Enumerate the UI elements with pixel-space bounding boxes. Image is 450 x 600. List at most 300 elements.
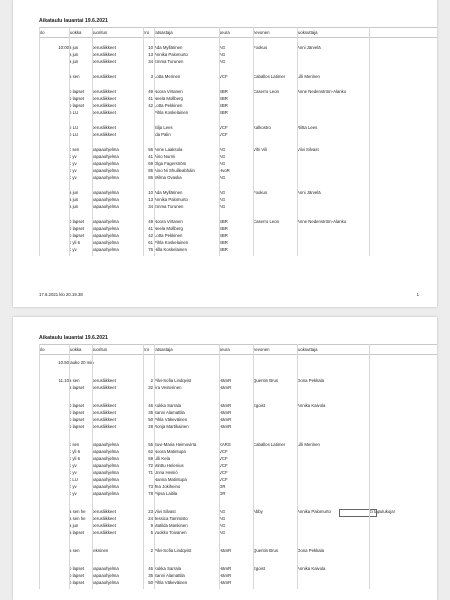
header-klo: klo xyxy=(39,347,45,352)
cell-hevonen: Fookus xyxy=(253,190,268,195)
header-ratsastaja: ratsastaja xyxy=(154,30,173,35)
cell-luokka: b lapset xyxy=(69,89,85,94)
cell-luokka: c yv xyxy=(69,154,77,159)
cell-juoksuttaja: Riitta Lees xyxy=(297,125,318,130)
cell-seura: HvoR xyxy=(219,168,230,173)
cell-luokka: c LU xyxy=(69,477,78,482)
cell-nro: 34 xyxy=(148,59,153,64)
cell-seura: HämR xyxy=(219,424,232,429)
cell-nro: 5 xyxy=(150,530,153,535)
table-row xyxy=(39,377,437,384)
cell-hevonen: Caserro Leon xyxy=(253,219,280,224)
table-header xyxy=(39,344,437,355)
page-title: Aikataulu lauantai 19.6.2021 xyxy=(39,18,108,24)
grid-line xyxy=(39,344,40,589)
print-timestamp: 17.6.2021 klo 20.19.38 xyxy=(39,292,83,297)
cell-ratsastaja: Lotta Pekkinen xyxy=(154,103,183,108)
cell-luokka: c sen xyxy=(69,147,80,152)
cell-nro: 34 xyxy=(148,204,153,209)
table-row xyxy=(39,423,437,430)
cell-luokka: a jun xyxy=(69,197,79,202)
cell-seura: AG xyxy=(219,147,226,152)
cell-hevonen: Caserro Leon xyxy=(253,89,280,94)
cell-suoritus: perusliikkeet xyxy=(92,424,116,429)
cell-luokka: b lapset xyxy=(69,573,85,578)
cell-ratsastaja: Pilvi-Sofia Lindqvist xyxy=(154,548,192,553)
cell-suoritus: vapaaohjelma xyxy=(92,566,119,571)
cell-ratsastaja: Pihla Väkeväinen xyxy=(154,580,188,585)
cell-nro: 50 xyxy=(148,417,153,422)
cell-seura: HämR xyxy=(219,385,232,390)
cell-suoritus: vapaaohjelma xyxy=(92,161,119,166)
grid-line xyxy=(253,27,254,256)
cell-ratsastaja: Ida Palin xyxy=(154,132,171,137)
cell-seura: SBR xyxy=(219,89,228,94)
cell-luokka: c yv xyxy=(69,175,77,180)
cell-luokka: b lapset xyxy=(69,403,85,408)
table-row xyxy=(39,565,437,572)
cell-suoritus: vapaaohjelma xyxy=(92,240,119,245)
cell-seura: SBR xyxy=(219,233,228,238)
cell-luokka: c yv xyxy=(69,168,77,173)
cell-luokka: c yv xyxy=(69,491,77,496)
cell-juoksuttaja: Annika Kaivola xyxy=(297,566,326,571)
cell-seura: AG xyxy=(219,523,226,528)
table-row xyxy=(39,124,437,131)
cell-suoritus: vapaaohjelma xyxy=(92,573,119,578)
cell-hevonen: Caballos Latimer xyxy=(253,74,286,79)
cell-suoritus: perusliikkeet xyxy=(92,59,116,64)
cell-nro: 41 xyxy=(148,154,153,159)
grid-line xyxy=(297,27,298,256)
cell-seura: VCF xyxy=(219,132,228,137)
cell-ratsastaja: Pihla Koskelainen xyxy=(154,240,189,245)
cell-luokka: a jun xyxy=(69,52,79,57)
table-row xyxy=(39,529,437,536)
cell-ratsastaja: Silja Lees xyxy=(154,125,173,130)
cell-nro: 23 xyxy=(148,509,153,514)
cell-luokka: a sen he xyxy=(69,516,86,521)
cell-seura: VCF xyxy=(219,463,228,468)
cell-luokka: a jun xyxy=(69,523,79,528)
cell-seura: SBR xyxy=(219,226,228,231)
cell-juoksuttaja: Anne Nedenström-Alanko xyxy=(297,219,347,224)
cell-ratsastaja: Sanni Alamattila xyxy=(154,573,185,578)
schedule-page-2 xyxy=(13,317,437,600)
cell-ratsastaja: Emma Turunen xyxy=(154,59,184,64)
cell-luokka: b LU xyxy=(69,132,79,137)
table-row xyxy=(39,416,437,423)
table-row xyxy=(39,225,437,232)
cell-luokka: a jun xyxy=(69,204,79,209)
header-nro: nro xyxy=(143,30,150,35)
cell-suoritus: perusliikkeet xyxy=(92,110,116,115)
grid-line xyxy=(369,344,370,589)
table-row xyxy=(39,58,437,65)
cell-suoritus: perusliikkeet xyxy=(92,378,116,383)
cell-nro: 10 xyxy=(148,190,153,195)
cell-luokka: b lapset xyxy=(69,103,85,108)
cell-ratsastaja: Ada Myllärinen xyxy=(154,45,183,50)
cell-suoritus: perusliikkeet xyxy=(92,45,116,50)
cell-seura: SBR xyxy=(219,96,228,101)
cell-hevonen: Abby xyxy=(253,509,263,514)
cell-juoksuttaja: Annika Kaivola xyxy=(297,403,326,408)
cell-nro: 35 xyxy=(148,573,153,578)
header-seura: seura xyxy=(219,30,230,35)
cell-klo: 10:00 xyxy=(58,45,69,50)
cell-seura: HämR xyxy=(219,566,232,571)
cell-klo: 11.10 xyxy=(58,378,69,383)
cell-suoritus: perusliikkeet xyxy=(92,125,116,130)
table-row xyxy=(39,483,437,490)
table-row xyxy=(39,448,437,455)
cell-seura: AG xyxy=(219,45,226,50)
cell-nro: 13 xyxy=(148,197,153,202)
cell-ratsastaja: Vuokko Toivanen xyxy=(154,530,187,535)
cell-seura: SBR xyxy=(219,240,228,245)
cell-seura: SBR xyxy=(219,219,228,224)
cell-luokka: c yv xyxy=(69,161,77,166)
table-row xyxy=(39,203,437,210)
header-suoritus: suoritus xyxy=(92,347,108,352)
cell-seura: VCF xyxy=(219,456,228,461)
cell-suoritus: perusliikkeet xyxy=(92,74,116,79)
cell-suoritus: perusliikkeet xyxy=(92,523,116,528)
cell-juoksuttaja: Anne Nedenström-Alanko xyxy=(297,89,347,94)
table-row xyxy=(39,522,437,529)
table-row xyxy=(39,196,437,203)
table-row xyxy=(39,189,437,196)
table-row xyxy=(39,160,437,167)
grid-line xyxy=(219,344,220,589)
cell-seura: AG xyxy=(219,204,226,209)
cell-hevonen: Egoist xyxy=(253,403,265,408)
cell-ratsastaja: Pilvi-Sofia Lindqvist xyxy=(154,378,192,383)
cell-nro: 59 xyxy=(148,456,153,461)
cell-seura: HämR xyxy=(219,410,232,415)
cell-luokka: b lapset xyxy=(69,233,85,238)
cell-hevonen: Quentin Brus xyxy=(253,378,279,383)
cell-suoritus: vapaaohjelma xyxy=(92,175,119,180)
cell-luokka: c yli 6 xyxy=(69,449,80,454)
cell-seura: AG xyxy=(219,509,226,514)
cell-luokka: a sen xyxy=(69,548,80,553)
cell-klo: 10.50 xyxy=(58,360,69,365)
header-hevonen: hevonen xyxy=(253,347,270,352)
cell-nro: 46 xyxy=(148,566,153,571)
cell-luokka: a jun xyxy=(69,59,79,64)
table-row xyxy=(39,232,437,239)
cell-suoritus: perusliikkeet xyxy=(92,509,116,514)
cell-ratsastaja: Minttu Helenius xyxy=(154,463,184,468)
cell-hevonen: Kalkostro xyxy=(253,125,271,130)
cell-suoritus: perusliikkeet xyxy=(92,410,116,415)
table-header xyxy=(39,27,437,38)
cell-hevonen: Fookus xyxy=(253,45,268,50)
cell-luokka: a lapset xyxy=(69,530,85,535)
header-hevonen: hevonen xyxy=(253,30,270,35)
cell-luokka: c yv xyxy=(69,463,77,468)
cell-nro: 73 xyxy=(148,484,153,489)
cell-seura: AG xyxy=(219,154,226,159)
cell-nro: 42 xyxy=(148,103,153,108)
table-row xyxy=(39,409,437,416)
cell-nro: 76 xyxy=(148,247,153,252)
header-juoksuttaja: juoksuttaja xyxy=(297,30,318,35)
cell-nro: 13 xyxy=(148,52,153,57)
table-row xyxy=(39,469,437,476)
cell-suoritus: vapaaohjelma xyxy=(92,456,119,461)
cell-seura: HämR xyxy=(219,573,232,578)
grid-line xyxy=(69,27,70,256)
cell-suoritus: vapaaohjelma xyxy=(92,233,119,238)
cell-suoritus: vapaaohjelma xyxy=(92,226,119,231)
cell-suoritus: vapaaohjelma xyxy=(92,477,119,482)
header-luokka: luokka xyxy=(69,30,82,35)
cell-seura: VCF xyxy=(219,74,228,79)
cell-suoritus: perusliikkeet xyxy=(92,403,116,408)
cell-juoksuttaja: Annika Palomurto xyxy=(297,509,331,514)
cell-luokka: a sen he xyxy=(69,509,86,514)
cell-juoksuttaja: Oona Pekkala xyxy=(297,548,324,553)
cell-ratsastaja: Pihla Väkeväinen xyxy=(154,417,188,422)
cell-nro: 49 xyxy=(148,89,153,94)
table-row xyxy=(39,490,437,497)
table-row xyxy=(39,462,437,469)
cell-nro: 86 xyxy=(148,175,153,180)
cell-juoksuttaja: Lilli Merinen xyxy=(297,74,320,79)
grid-line xyxy=(369,27,370,256)
cell-suoritus: vapaaohjelma xyxy=(92,470,119,475)
cell-seura: SBR xyxy=(219,247,228,252)
cell-nro: 35 xyxy=(148,410,153,415)
table-row xyxy=(39,153,437,160)
header-suoritus: suoritus xyxy=(92,30,108,35)
cell-seura: KARS xyxy=(219,442,231,447)
table-row xyxy=(39,579,437,586)
cell-ratsastaja: Kukka Sarrala xyxy=(154,566,181,571)
cell-seura: AG xyxy=(219,52,226,57)
cell-ratsastaja: Lilli Kela xyxy=(154,456,171,461)
grid-line xyxy=(69,344,70,589)
cell-ratsastaja: Olga Fagerström xyxy=(154,161,187,166)
cell-ratsastaja: Viivi Silvast xyxy=(154,509,176,514)
cell-nro: 41 xyxy=(148,96,153,101)
cell-seura: AG xyxy=(219,197,226,202)
cell-nro: 50 xyxy=(148,580,153,585)
grid-line xyxy=(39,27,40,256)
page-number: 1 xyxy=(416,292,419,297)
cell-luokka: c sen xyxy=(69,442,80,447)
table-row xyxy=(39,51,437,58)
cell-nro: 2 xyxy=(150,378,153,383)
cell-nro: 24 xyxy=(148,516,153,521)
cell-ratsastaja: Anne Laaksola xyxy=(154,147,183,152)
cell-luokka: b lapset xyxy=(69,566,85,571)
cell-ratsastaja: Matilda Mankinen xyxy=(154,523,188,528)
table-row xyxy=(39,102,437,109)
cell-suoritus: perusliikkeet xyxy=(92,103,116,108)
table-row xyxy=(39,246,437,253)
cell-nro: 78 xyxy=(148,491,153,496)
table-row xyxy=(39,109,437,116)
cell-suoritus: vapaaohjelma xyxy=(92,190,119,195)
cell-ratsastaja: Emma Turunen xyxy=(154,204,184,209)
cell-ratsastaja: Wilma Ovaska xyxy=(154,175,182,180)
cell-ratsastaja: Jessica Tammisto xyxy=(154,516,188,521)
cell-seura: AG xyxy=(219,175,226,180)
cell-luokka: a jun xyxy=(69,190,79,195)
cell-nro: 46 xyxy=(148,403,153,408)
cell-suoritus: perusliikkeet xyxy=(92,516,116,521)
cell-nro: 72 xyxy=(148,463,153,468)
cell-suoritus: vapaaohjelma xyxy=(92,484,119,489)
cell-ratsastaja: Neela Mollberg xyxy=(154,96,183,101)
cell-nro: 56 xyxy=(148,147,153,152)
cell-ratsastaja: Iira Vesterinen xyxy=(154,385,182,390)
table-row xyxy=(39,572,437,579)
cell-ratsastaja: Annika Palomurto xyxy=(154,197,188,202)
table-row xyxy=(39,359,437,366)
cell-nro: 42 xyxy=(148,233,153,238)
header-nro: nro xyxy=(143,347,150,352)
cell-suoritus: vapaaohjelma xyxy=(92,197,119,202)
cell-seura: HämR xyxy=(219,378,232,383)
cell-suoritus: perusliikkeet xyxy=(92,96,116,101)
cell-luokka: c yv xyxy=(69,484,77,489)
cell-nro: 49 xyxy=(148,219,153,224)
cell-hevonen: Egoist xyxy=(253,566,265,571)
cell-suoritus: vapaaohjelma xyxy=(92,491,119,496)
cell-nro: 69 xyxy=(148,161,153,166)
page-title: Aikataulu lauantai 19.6.2021 xyxy=(39,335,108,341)
cell-seura: VCF xyxy=(219,449,228,454)
cell-luokka: b lapset xyxy=(69,410,85,415)
cell-nro: 9 xyxy=(150,523,153,528)
cell-juoksuttaja: Anni Järvelä xyxy=(297,45,321,50)
header-seura: seura xyxy=(219,347,230,352)
table-row xyxy=(39,88,437,95)
grid-line xyxy=(154,27,155,256)
cell-luokka: b lapset xyxy=(69,226,85,231)
cell-nro: 32 xyxy=(148,385,153,390)
cell-luokka: b lapset xyxy=(69,96,85,101)
table-row xyxy=(39,218,437,225)
cell-nro: 28 xyxy=(148,424,153,429)
cell-suoritus: perusliikkeet xyxy=(92,52,116,57)
cell-ratsastaja: Aino Ni Shuilleabháin xyxy=(154,168,195,173)
cell-luokka: a sen xyxy=(69,378,80,383)
cell-seura: HämR xyxy=(219,417,232,422)
cell-suoritus: vapaaohjelma xyxy=(92,463,119,468)
cell-suoritus: perusliikkeet xyxy=(92,385,116,390)
cell-luokka: b LU xyxy=(69,110,79,115)
schedule-page-1 xyxy=(13,0,437,307)
grid-line xyxy=(253,344,254,589)
cell-nro: 61 xyxy=(148,240,153,245)
cell-ratsastaja: Lotta Pekkinen xyxy=(154,233,183,238)
cell-juoksuttaja: Lilli Merinen xyxy=(297,442,320,447)
cell-nro: 41 xyxy=(148,226,153,231)
cell-suoritus: perusliikkeet xyxy=(92,89,116,94)
cell-seura: AG xyxy=(219,516,226,521)
cell-seura: OR xyxy=(219,484,226,489)
cell-luokka: b lapset xyxy=(69,417,85,422)
cell-juoksuttaja: Anni Järvelä xyxy=(297,190,321,195)
cell-suoritus: vapaaohjelma xyxy=(92,247,119,252)
table-row xyxy=(39,476,437,483)
table-row xyxy=(39,174,437,181)
table-row xyxy=(39,146,437,153)
cell-seura: SBR xyxy=(219,103,228,108)
grid-line xyxy=(297,344,298,589)
cell-seura: AG xyxy=(219,190,226,195)
cell-seura: HämR xyxy=(219,580,232,585)
cell-luokka: a sen xyxy=(69,74,80,79)
cell-seura: HämR xyxy=(219,548,232,553)
cell-ratsastaja: Hilla Koskelainen xyxy=(154,247,187,252)
cell-luokka: a jun xyxy=(69,45,79,50)
cell-suoritus: perusliikkeet xyxy=(92,417,116,422)
cell-ratsastaja: Sanni Alamattila xyxy=(154,410,185,415)
table-row xyxy=(39,239,437,246)
table-row xyxy=(39,441,437,448)
cell-suoritus: vapaaohjelma xyxy=(92,449,119,454)
cell-luokka: c yv xyxy=(69,247,77,252)
header-luokka: luokka xyxy=(69,347,82,352)
grid-line xyxy=(143,344,144,589)
cell-nro: 71 xyxy=(148,470,153,475)
cell-seura: VCF xyxy=(219,477,228,482)
table-row xyxy=(39,515,437,522)
grid-line xyxy=(154,344,155,589)
table-row xyxy=(39,402,437,409)
cell-luokka: c yli 6 xyxy=(69,240,80,245)
cell-nro: 2 xyxy=(150,548,153,553)
cell-seura: OR xyxy=(219,491,226,496)
cell-hevonen: Vihi Vili xyxy=(253,147,267,152)
table-row xyxy=(39,44,437,51)
cell-seura: SBR xyxy=(219,110,228,115)
cell-ratsastaja: Noora Virtanen xyxy=(154,219,183,224)
cell-seura: VCF xyxy=(219,470,228,475)
cell-ratsastaja: Unna Heinió xyxy=(154,470,178,475)
table-row xyxy=(39,167,437,174)
cell-seura: AG xyxy=(219,161,226,166)
cell-suoritus: vapaaohjelma xyxy=(92,442,119,447)
cell-ratsastaja: Noora Matintupa xyxy=(154,449,186,454)
cell-luokka: b lapset xyxy=(69,219,85,224)
cell-hevonen: Caballos Latimer xyxy=(253,442,286,447)
cell-suoritus: vapaaohjelma xyxy=(92,219,119,224)
cell-seura: HämR xyxy=(219,403,232,408)
table-row xyxy=(39,95,437,102)
cell-suoritus: perusliikkeet xyxy=(92,530,116,535)
cell-ratsastaja: Tea Jokiheino xyxy=(154,484,181,489)
header-juoksuttaja: juoksuttaja xyxy=(297,347,318,352)
cell-seura: AG xyxy=(219,530,226,535)
page-footer xyxy=(39,292,419,297)
cell-ratsastaja: Neela Mollberg xyxy=(154,226,183,231)
cell-juoksuttaja: Oona Pekkala xyxy=(297,378,324,383)
cell-hevonen: Quentin Brus xyxy=(253,548,279,553)
grid-line xyxy=(143,27,144,256)
table-row xyxy=(39,455,437,462)
cell-suoritus: tekninen xyxy=(92,548,109,553)
cell-luokka: c yv xyxy=(69,470,77,475)
table-row xyxy=(39,131,437,138)
